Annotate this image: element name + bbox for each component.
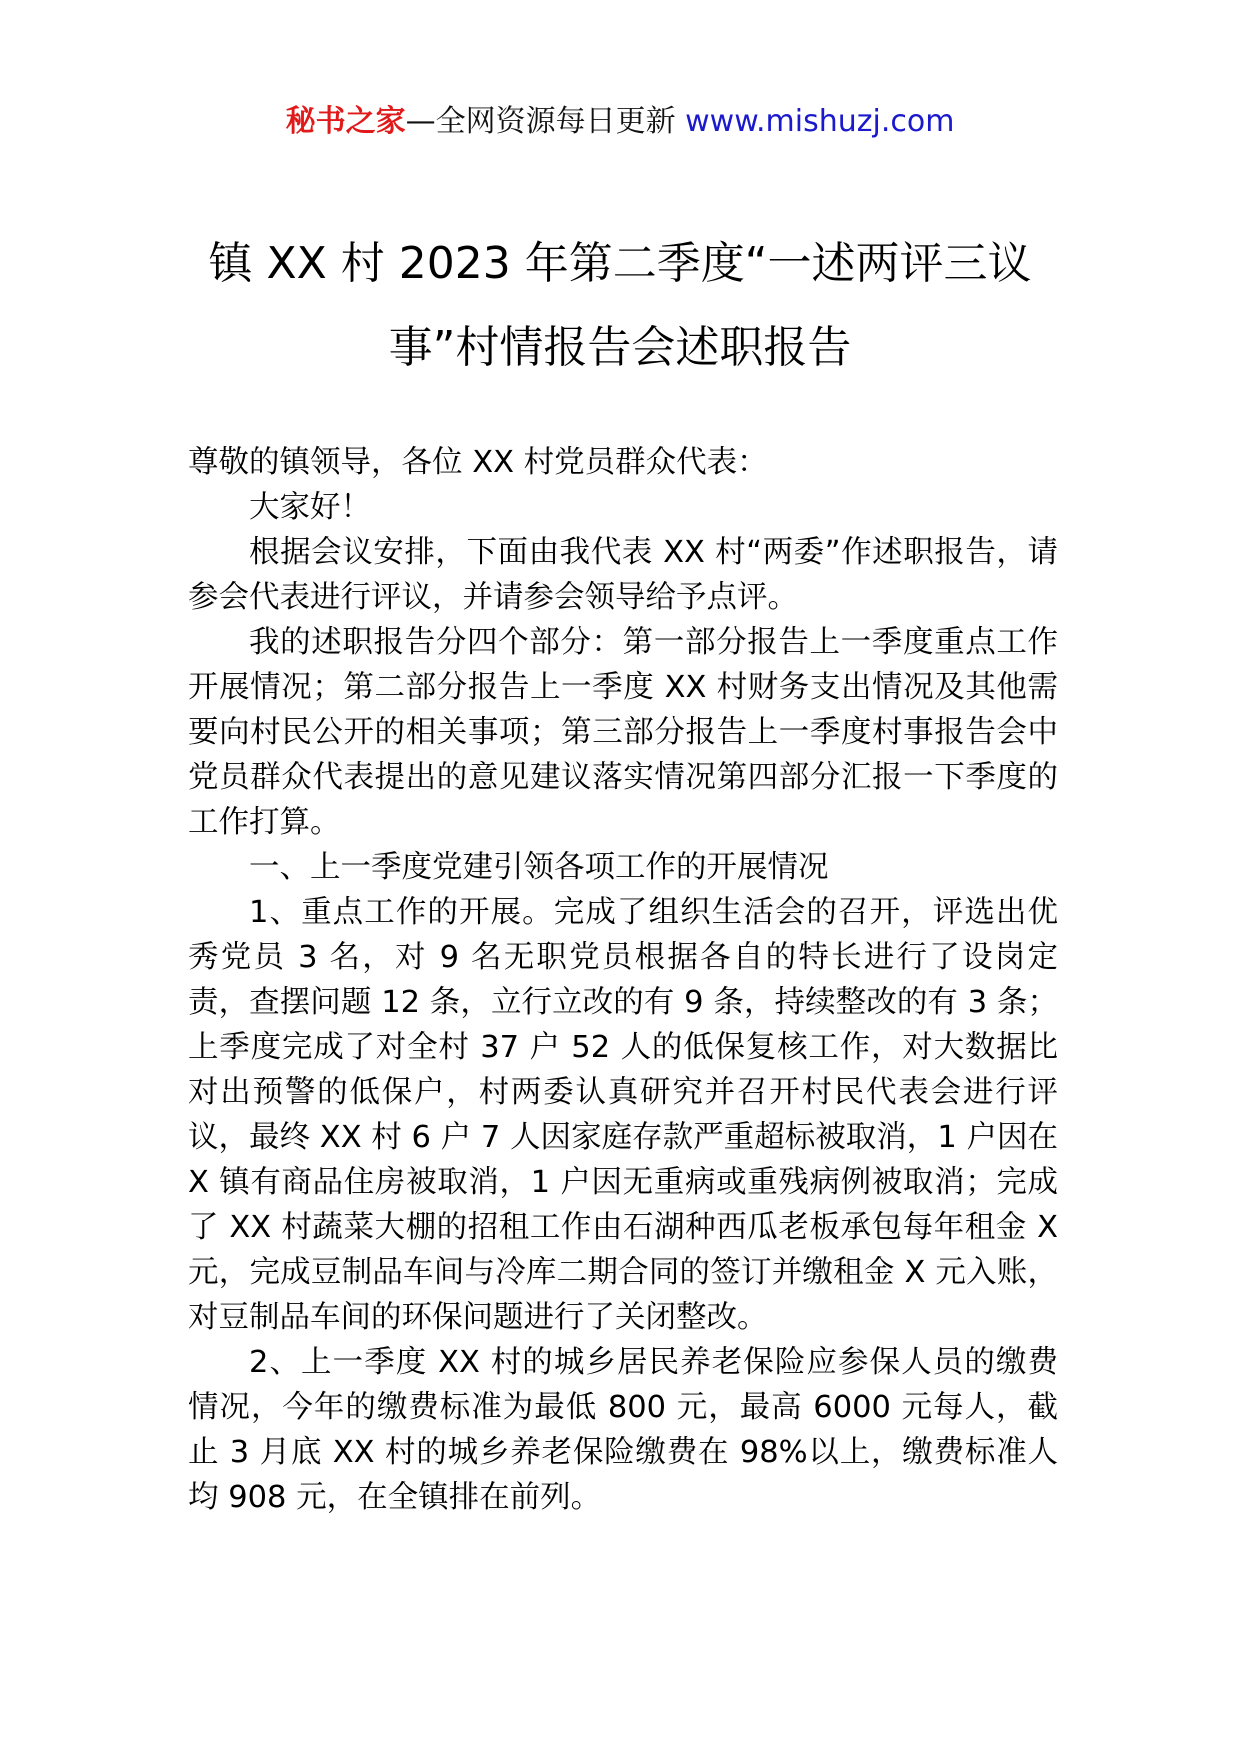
- salutation: 尊敬的镇领导，各位 XX 村党员群众代表：: [188, 445, 768, 480]
- brand-name: 秘书之家: [285, 104, 406, 139]
- site-url-link[interactable]: www.mishuzj.com: [685, 104, 955, 139]
- site-tagline: —全网资源每日更新: [405, 104, 686, 139]
- site-header: [0, 102, 1240, 142]
- greeting: 大家好！: [249, 490, 371, 525]
- paragraph-item-1: 1、重点工作的开展。完成了组织生活会的召开，评选出优秀党员 3 名，对 9 名无职党员根据各自的特长进行了设岗定责，查摆问题 12 条，立行立改的有 9 条，持续整改的有 3 条；上季度完成了对全村 37 户 52 人的低保复核工作，对大数据比对出预警的低保户，村两委认真研究并召开村民代表会进行评议，最终 XX 村 6 户 7 人因家庭存款严重超标被取消，1 户因在 X 镇有商品住房被取消，1 户因无重病或重残病例被取消；完成了 XX 村蔬菜大棚的招租工作由石湖种西瓜老板承包每年租金 X 元，完成豆制品车间与冷库二期合同的签订并缴租金 X 元入账，对豆制品车间的环保问题进行了关闭整改。: [188, 895, 1058, 1335]
- title-line-1: 镇 XX 村 2023 年第二季度“一述两评三议: [208, 238, 1032, 289]
- document-title: [150, 222, 1090, 390]
- section-heading-1: 一、上一季度党建引领各项工作的开展情况: [249, 850, 829, 885]
- document-body: [188, 440, 1058, 1520]
- paragraph-item-2: 2、上一季度 XX 村的城乡居民养老保险应参保人员的缴费情况，今年的缴费标准为最低 800 元，最高 6000 元每人，截止 3 月底 XX 村的城乡养老保险缴费在 98%以上，缴费标准人均 908 元，在全镇排在前列。: [188, 1345, 1058, 1515]
- paragraph-outline: 我的述职报告分四个部分：第一部分报告上一季度重点工作开展情况；第二部分报告上一季度 XX 村财务支出情况及其他需要向村民公开的相关事项；第三部分报告上一季度村事报告会中党员群众代表提出的意见建议落实情况第四部分汇报一下季度的工作打算。: [188, 625, 1058, 840]
- title-line-2: 事”村情报告会述职报告: [388, 322, 852, 373]
- paragraph-intro: 根据会议安排，下面由我代表 XX 村“两委”作述职报告，请参会代表进行评议，并请参会领导给予点评。: [188, 535, 1058, 615]
